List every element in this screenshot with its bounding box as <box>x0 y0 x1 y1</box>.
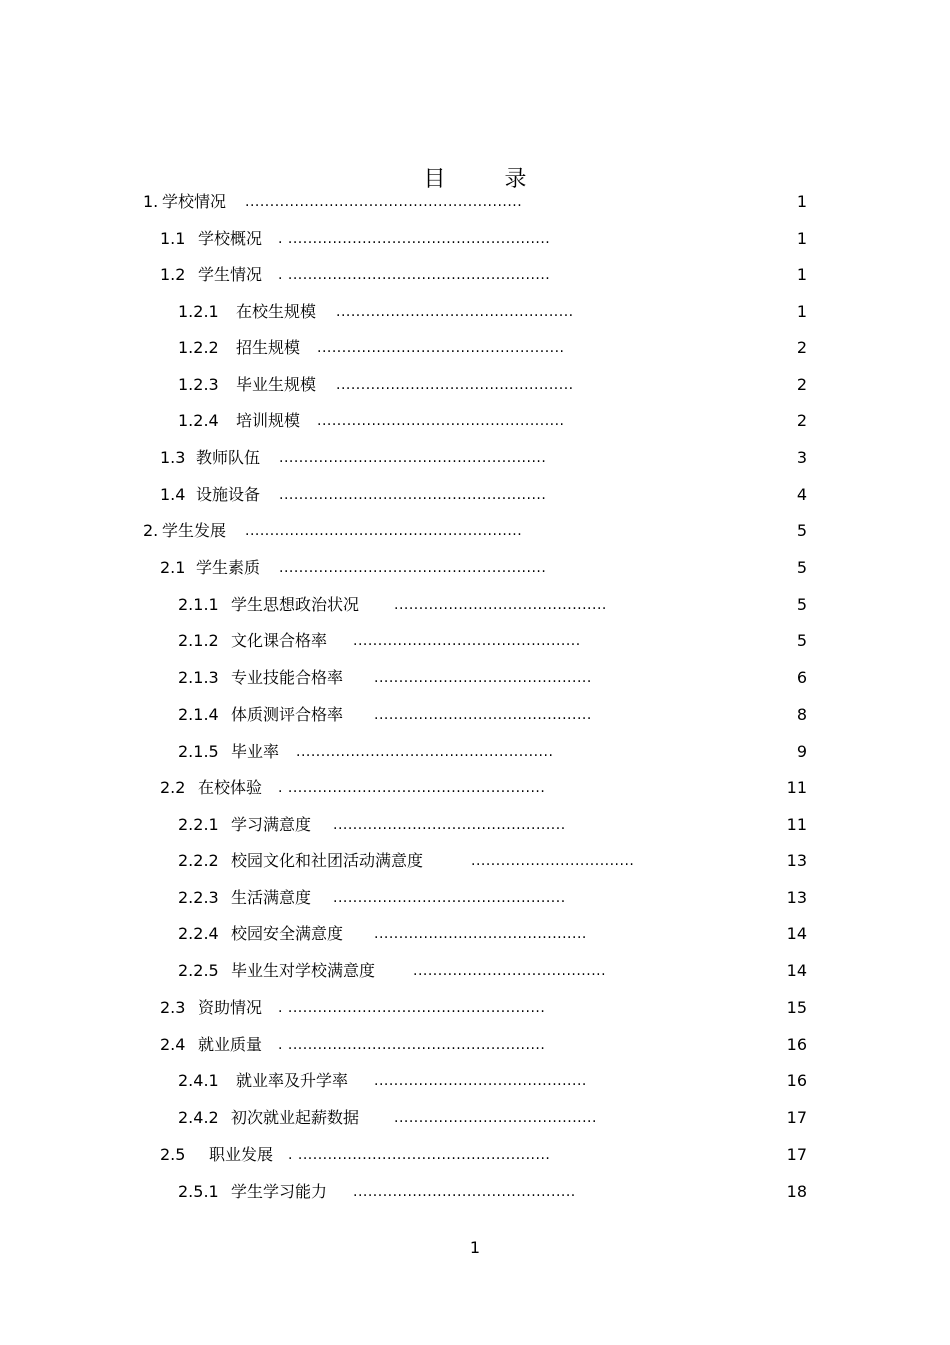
toc-entry-label: 专业技能合格率 <box>231 668 344 687</box>
toc-entry-label: 毕业率 <box>231 742 280 761</box>
toc-entry[interactable] <box>0 513 950 549</box>
toc-entry-number: 2.2.5 <box>178 961 219 980</box>
toc-entry-number: 2.5.1 <box>178 1182 219 1201</box>
toc-entry-number: 1.1 <box>160 229 186 248</box>
toc-entry-page: 14 <box>786 924 807 943</box>
toc-entry-leader: .................................................. <box>317 413 565 429</box>
toc-entry-page: 2 <box>796 338 807 357</box>
toc-entry[interactable] <box>0 330 950 366</box>
toc-entry-number: 1.3 <box>160 448 186 467</box>
toc-entry-label: 文化课合格率 <box>231 631 328 650</box>
toc-entry-number: 1.2.1 <box>178 302 219 321</box>
toc-entry-leader: . ..................................................... <box>278 231 551 247</box>
toc-entry[interactable] <box>0 953 950 989</box>
toc-entry-label: 就业质量 <box>198 1035 263 1054</box>
toc-entry-label: 学生素质 <box>196 558 261 577</box>
toc-entry[interactable] <box>0 221 950 257</box>
page-number: 1 <box>469 1238 481 1257</box>
toc-entry[interactable] <box>0 477 950 513</box>
toc-entry-leader: ........................................................ <box>245 523 523 539</box>
toc-entry-leader: .................................................. <box>317 340 565 356</box>
toc-entry[interactable] <box>0 916 950 952</box>
toc-entry[interactable] <box>0 1100 950 1136</box>
toc-entry-leader: . ................................................... <box>288 1147 551 1163</box>
toc-entry-label: 初次就业起薪数据 <box>231 1108 360 1127</box>
toc-entry[interactable] <box>0 1137 950 1173</box>
toc-entry-label: 资助情况 <box>198 998 263 1017</box>
toc-entry[interactable] <box>0 257 950 293</box>
toc-entry-page: 9 <box>796 742 807 761</box>
toc-entry-label: 培训规模 <box>236 411 301 430</box>
toc-entry[interactable] <box>0 1063 950 1099</box>
toc-entry-number: 2.2.2 <box>178 851 219 870</box>
toc-title: 目 录 <box>423 167 553 192</box>
toc-entry-page: 14 <box>786 961 807 980</box>
toc-entry-page: 2 <box>796 375 807 394</box>
toc-entry-label: 在校体验 <box>198 778 263 797</box>
toc-entry-leader: ............................................ <box>374 707 592 723</box>
toc-entry-label: 学习满意度 <box>231 815 312 834</box>
toc-entry-page: 8 <box>796 705 807 724</box>
toc-entry-page: 18 <box>786 1182 807 1201</box>
toc-entry-label: 教师队伍 <box>196 448 261 467</box>
toc-entry[interactable] <box>0 440 950 476</box>
toc-entry[interactable] <box>0 403 950 439</box>
toc-entry-number: 2.4 <box>160 1035 186 1054</box>
toc-entry[interactable] <box>0 734 950 770</box>
toc-entry-number: 1. <box>143 192 159 211</box>
toc-entry-number: 2.2.3 <box>178 888 219 907</box>
toc-entry-number: 2.1.2 <box>178 631 219 650</box>
toc-entry-leader: .................................................... <box>296 744 554 760</box>
toc-entry-page: 5 <box>796 558 807 577</box>
toc-entry-leader: ........................................... <box>374 1073 587 1089</box>
toc-entry[interactable] <box>0 184 950 220</box>
toc-entry-number: 1.2.2 <box>178 338 219 357</box>
toc-entry-number: 2. <box>143 521 159 540</box>
toc-entry-page: 17 <box>786 1108 807 1127</box>
toc-entry-number: 2.1.1 <box>178 595 219 614</box>
toc-entry-number: 2.2 <box>160 778 186 797</box>
toc-entry[interactable] <box>0 623 950 659</box>
toc-entry-leader: ...................................................... <box>279 450 547 466</box>
toc-entry-page: 11 <box>786 778 807 797</box>
toc-entry-number: 2.4.2 <box>178 1108 219 1127</box>
toc-entry-leader: ................................................ <box>336 377 574 393</box>
toc-entry-label: 学校情况 <box>162 192 227 211</box>
toc-entry[interactable] <box>0 660 950 696</box>
toc-entry-label: 学生发展 <box>162 521 227 540</box>
toc-entry-page: 11 <box>786 815 807 834</box>
toc-entry-number: 1.4 <box>160 485 186 504</box>
toc-entry-label: 毕业生规模 <box>236 375 317 394</box>
toc-entry-number: 2.5 <box>160 1145 186 1164</box>
toc-entry-leader: . .................................................... <box>278 1000 546 1016</box>
toc-entry-leader: ............................................. <box>353 1184 576 1200</box>
toc-entry-page: 2 <box>796 411 807 430</box>
toc-entry-number: 2.1 <box>160 558 186 577</box>
toc-entry[interactable] <box>0 1174 950 1210</box>
toc-entry-number: 2.1.4 <box>178 705 219 724</box>
toc-entry-number: 2.2.1 <box>178 815 219 834</box>
toc-entry-page: 1 <box>796 192 807 211</box>
toc-entry-label: 学生学习能力 <box>231 1182 328 1201</box>
toc-entry-label: 学生思想政治状况 <box>231 595 360 614</box>
toc-entry-leader: ........................................................ <box>245 194 523 210</box>
toc-entry-page: 1 <box>796 265 807 284</box>
toc-entry-leader: ................................. <box>471 853 635 869</box>
toc-entry-label: 生活满意度 <box>231 888 312 907</box>
toc-entry-label: 体质测评合格率 <box>231 705 344 724</box>
toc-entry-leader: ........................................... <box>394 597 607 613</box>
toc-entry[interactable] <box>0 587 950 623</box>
toc-entry-label: 设施设备 <box>196 485 261 504</box>
toc-entry-page: 5 <box>796 521 807 540</box>
toc-entry-page: 3 <box>796 448 807 467</box>
toc-entry-leader: ........................................... <box>374 926 587 942</box>
toc-entry-leader: . ..................................................... <box>278 267 551 283</box>
toc-entry-leader: ...................................................... <box>279 487 547 503</box>
toc-entry-leader: ......................................... <box>394 1110 597 1126</box>
toc-entry[interactable] <box>0 367 950 403</box>
toc-entry[interactable] <box>0 294 950 330</box>
toc-entry-page: 16 <box>786 1035 807 1054</box>
toc-entry-number: 1.2 <box>160 265 186 284</box>
toc-entry-page: 13 <box>786 851 807 870</box>
toc-entry[interactable] <box>0 990 950 1026</box>
toc-entry-page: 15 <box>786 998 807 1017</box>
toc-entry-label: 校园安全满意度 <box>231 924 344 943</box>
toc-entry-number: 2.1.5 <box>178 742 219 761</box>
toc-entry-leader: ....................................... <box>413 963 607 979</box>
toc-entry-label: 学校概况 <box>198 229 263 248</box>
toc-entry-page: 17 <box>786 1145 807 1164</box>
toc-entry-leader: .............................................. <box>353 633 581 649</box>
toc-entry-label: 职业发展 <box>209 1145 274 1164</box>
toc-entry-leader: ............................................... <box>333 890 566 906</box>
toc-entry-page: 6 <box>796 668 807 687</box>
toc-entry-leader: . .................................................... <box>278 780 546 796</box>
toc-entry-label: 就业率及升学率 <box>236 1071 349 1090</box>
toc-entry[interactable] <box>0 843 950 879</box>
toc-entry-page: 13 <box>786 888 807 907</box>
toc-entry[interactable] <box>0 807 950 843</box>
toc-entry-number: 2.4.1 <box>178 1071 219 1090</box>
toc-entry-number: 1.2.3 <box>178 375 219 394</box>
toc-entry-leader: . .................................................... <box>278 1037 546 1053</box>
toc-entry[interactable] <box>0 880 950 916</box>
toc-entry-label: 招生规模 <box>236 338 301 357</box>
toc-entry[interactable] <box>0 697 950 733</box>
toc-entry-page: 5 <box>796 595 807 614</box>
toc-entry-page: 1 <box>796 229 807 248</box>
toc-entry-label: 在校生规模 <box>236 302 317 321</box>
toc-entry[interactable] <box>0 770 950 806</box>
toc-entry[interactable] <box>0 550 950 586</box>
toc-entry-page: 1 <box>796 302 807 321</box>
toc-entry-leader: ...................................................... <box>279 560 547 576</box>
toc-entry-number: 2.2.4 <box>178 924 219 943</box>
toc-entry-page: 4 <box>796 485 807 504</box>
toc-entry-leader: ............................................... <box>333 817 566 833</box>
toc-entry-number: 2.3 <box>160 998 186 1017</box>
toc-entry[interactable] <box>0 1027 950 1063</box>
toc-entry-label: 毕业生对学校满意度 <box>231 961 376 980</box>
toc-entry-label: 校园文化和社团活动满意度 <box>231 851 424 870</box>
toc-entry-page: 16 <box>786 1071 807 1090</box>
toc-entry-leader: ................................................ <box>336 304 574 320</box>
toc-entry-page: 5 <box>796 631 807 650</box>
toc-entry-number: 1.2.4 <box>178 411 219 430</box>
toc-entry-label: 学生情况 <box>198 265 263 284</box>
toc-entry-leader: ............................................ <box>374 670 592 686</box>
toc-entry-number: 2.1.3 <box>178 668 219 687</box>
